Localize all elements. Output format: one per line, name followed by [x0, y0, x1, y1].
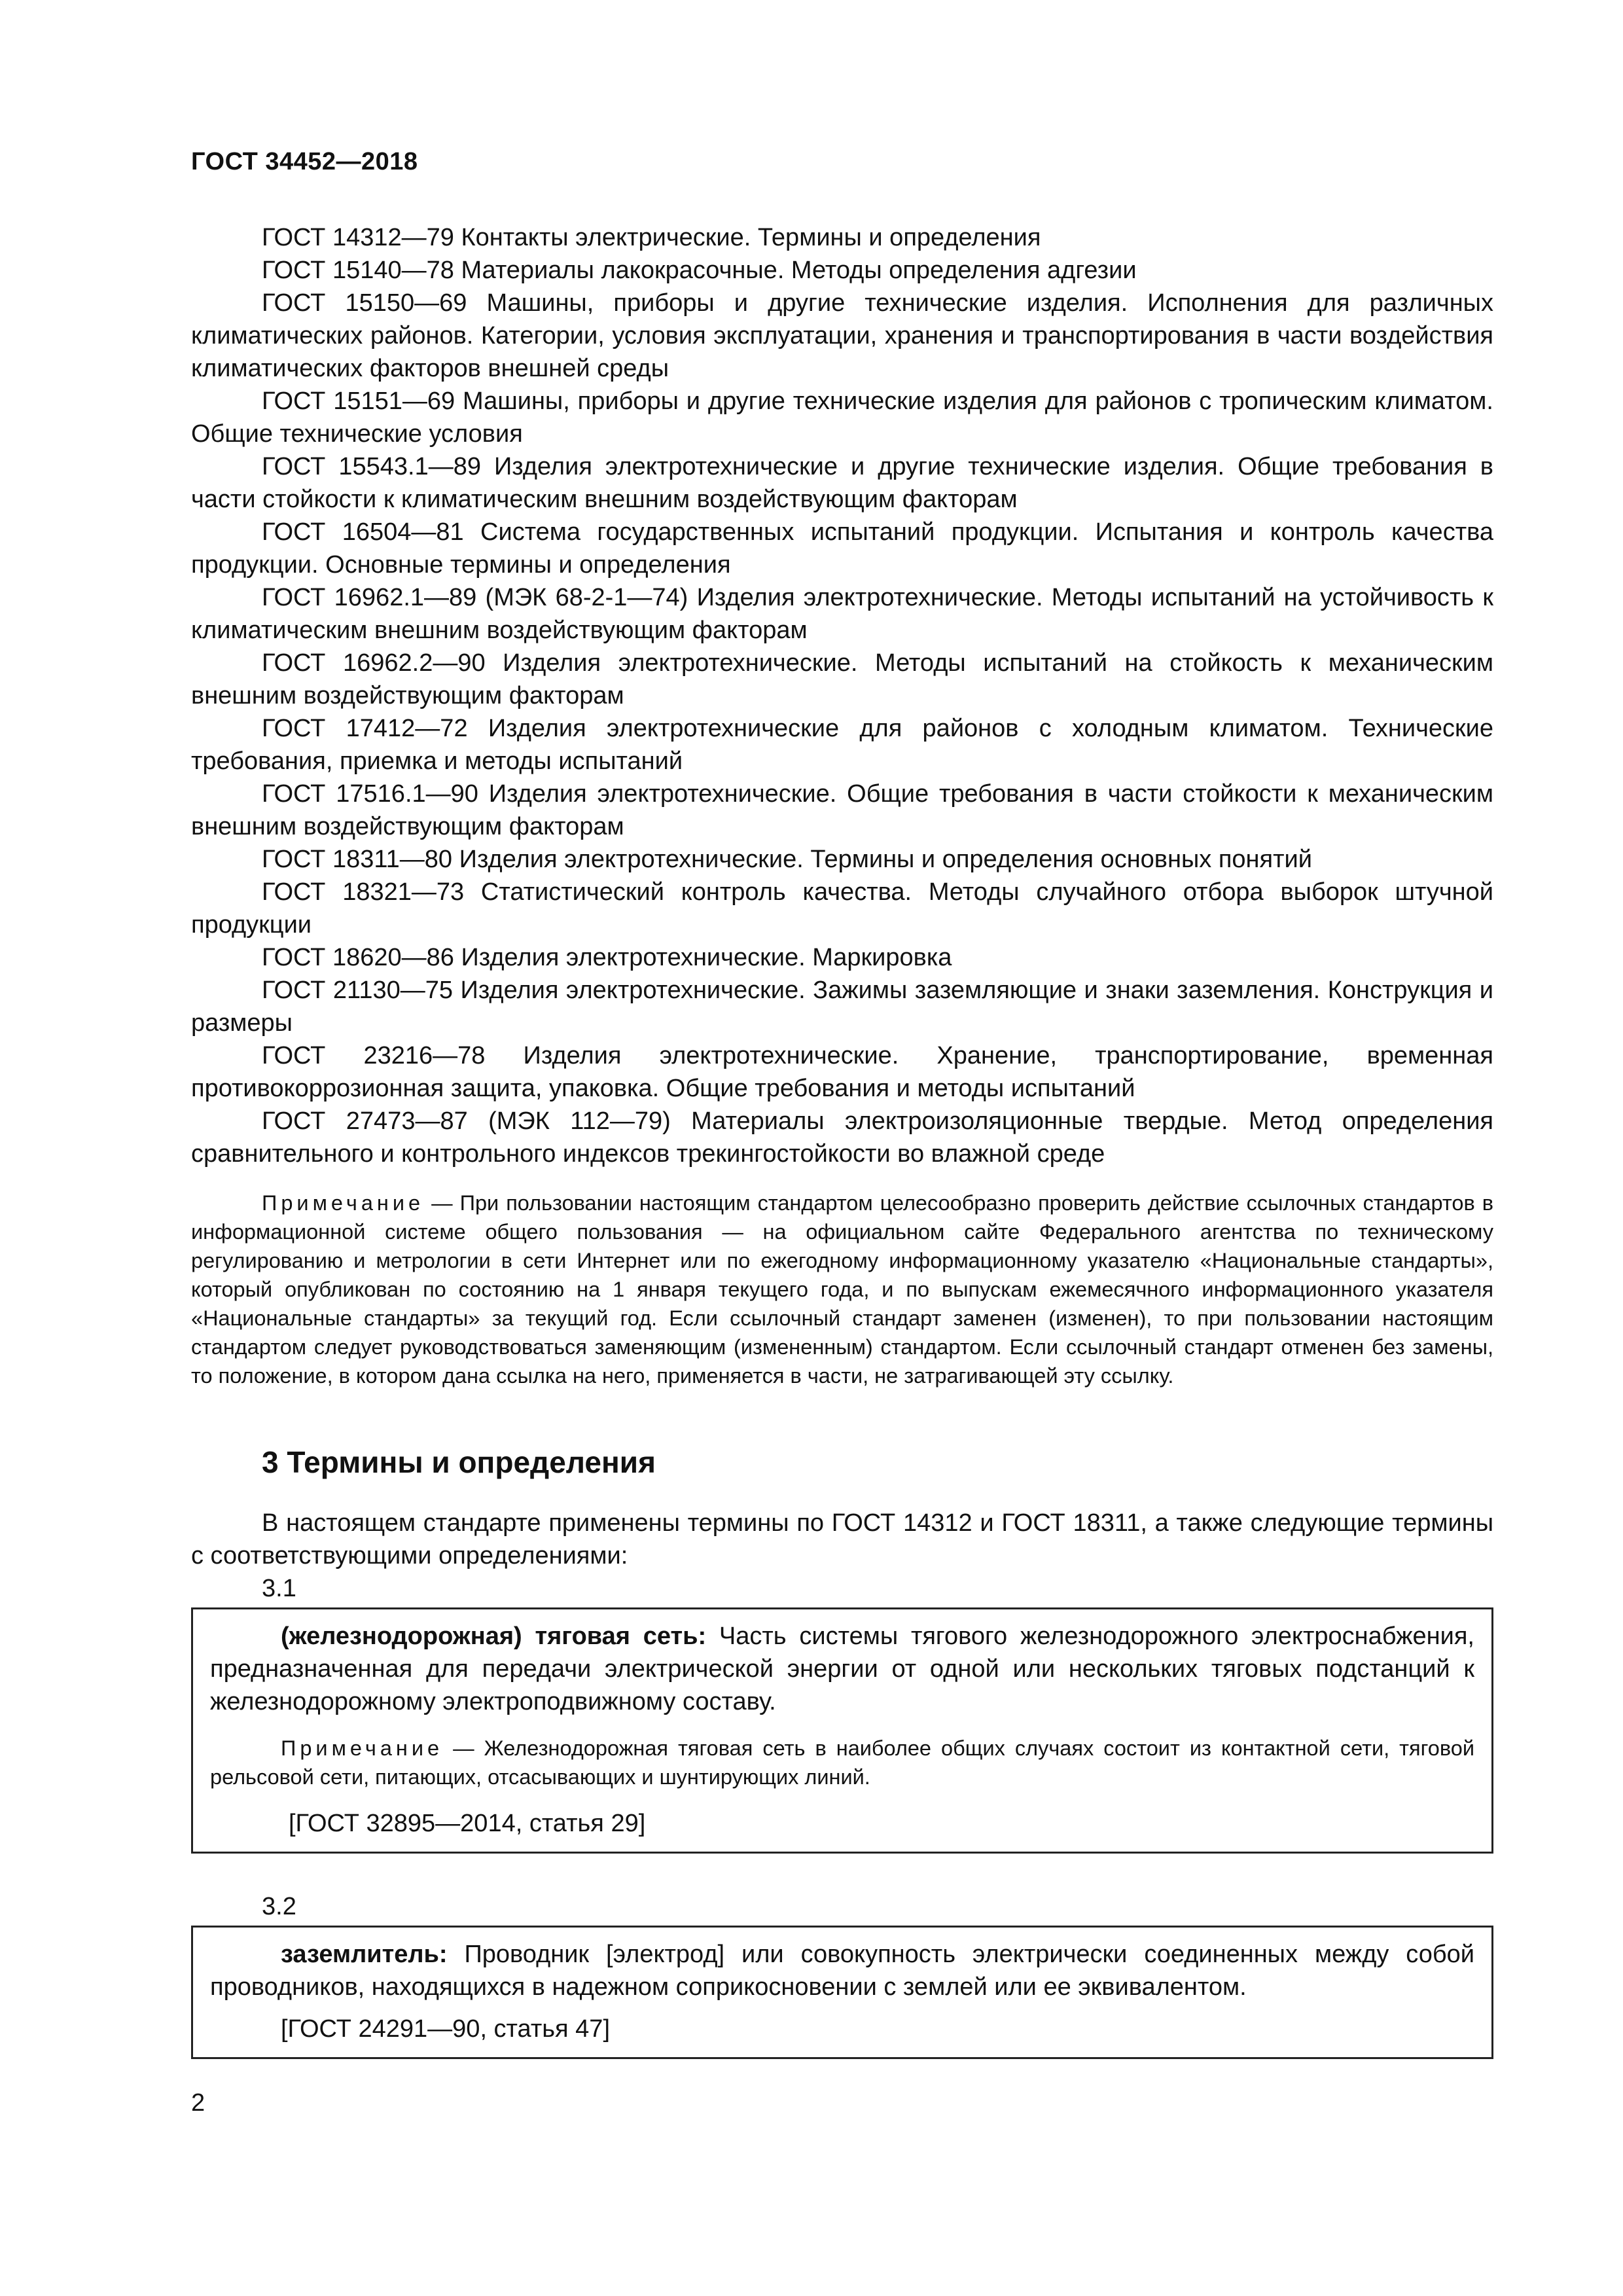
reference-item: ГОСТ 16504—81 Система государственных испытаний продукции. Испытания и контроль качества продукции. Основные термины и определения: [191, 518, 1493, 579]
section-title: 3 Термины и определения: [262, 1445, 656, 1479]
term-number: 3.2: [262, 1893, 296, 1920]
note-label: Примечание: [262, 1191, 425, 1215]
reference-item: ГОСТ 16962.2—90 Изделия электротехнические. Методы испытаний на стойкость к механическим внешним воздействующим факторам: [191, 649, 1493, 709]
reference-item: ГОСТ 17516.1—90 Изделия электротехнические. Общие требования в части стойкости к механическим внешним воздействующим факторам: [191, 780, 1493, 840]
page-content: [191, 221, 1493, 2059]
reference-item: ГОСТ 15150—69 Машины, приборы и другие технические изделия. Исполнения для различных климатических районов. Категории, условия эксплуатации, хранения и транспортирования в части воздействия климатических факторов внешней среды: [191, 289, 1493, 382]
reference-item: ГОСТ 14312—79 Контакты электрические. Термины и определения: [262, 224, 1041, 251]
reference-item: ГОСТ 15151—69 Машины, приборы и другие технические изделия для районов с тропическим климатом. Общие технические условия: [191, 387, 1493, 448]
references-note: [191, 1189, 1493, 1390]
reference-item: ГОСТ 18620—86 Изделия электротехнические. Маркировка: [262, 944, 952, 971]
term-definition-text: Часть системы тягового железнодорожного электроснабжения, предназначенная для передачи электрической энергии от одной или нескольких тяговых подстанций к железнодорожному электроподвижному составу.: [210, 1623, 1474, 1715]
reference-item: ГОСТ 18321—73 Статистический контроль качества. Методы случайного отбора выборок штучной продукции: [191, 878, 1493, 939]
document-code-header: ГОСТ 34452—2018: [191, 148, 418, 175]
term-definition: [210, 1938, 1474, 2003]
page-number: 2: [191, 2089, 205, 2117]
term-name: заземлитель:: [281, 1941, 448, 1968]
reference-item: ГОСТ 27473—87 (МЭК 112—79) Материалы электроизоляционные твердые. Метод определения сравнительного и контрольного индексов трекингостойкости во влажной среде: [191, 1107, 1493, 1168]
term-note: [210, 1734, 1474, 1791]
term-box: [191, 1607, 1493, 1854]
section-intro: В настоящем стандарте применены термины по ГОСТ 14312 и ГОСТ 18311, а также следующие термины с соответствующими определениями:: [191, 1509, 1493, 1570]
normative-references-list: [191, 221, 1493, 1170]
note-text: — Железнодорожная тяговая сеть в наиболее общих случаях состоит из контактной сети, тяговой рельсовой сети, питающих, отсасывающих и шунтирующих линий.: [210, 1736, 1474, 1789]
term-source: [ГОСТ 32895—2014, статья 29]: [289, 1810, 646, 1837]
term-definition: [210, 1620, 1474, 1718]
term-definition-text: Проводник [электрод] или совокупность электрически соединенных между собой проводников, находящихся в надежном соприкосновении с землей или ее эквивалентом.: [210, 1941, 1474, 2001]
term-source: [ГОСТ 24291—90, статья 47]: [281, 2015, 610, 2043]
term-box: [191, 1926, 1493, 2059]
reference-item: ГОСТ 18311—80 Изделия электротехнические. Термины и определения основных понятий: [262, 846, 1312, 873]
term-name: (железнодорожная) тяговая сеть:: [281, 1623, 707, 1650]
reference-item: ГОСТ 17412—72 Изделия электротехнические для районов с холодным климатом. Технические требования, приемка и методы испытаний: [191, 715, 1493, 775]
note-text: — При пользовании настоящим стандартом целесообразно проверить действие ссылочных стандартов в информационной системе общего пользования — на официальном сайте Федерального агентства по техническому регулированию и метрологии в сети Интернет или по ежегодному информационному указателю «Национальные стандарты», который опубликован по состоянию на 1 января текущего года, и по выпускам ежемесячного информационного указателя «Национальные стандарты» за текущий год. Если ссылочный стандарт заменен (изменен), то при пользовании настоящим стандартом следует руководствоваться заменяющим (измененным) стандартом. Если ссылочный стандарт отменен без замены, то положение, в котором дана ссылка на него, применяется в части, не затрагивающей эту ссылку.: [191, 1191, 1493, 1388]
note-label: Примечание: [281, 1736, 444, 1760]
reference-item: ГОСТ 15543.1—89 Изделия электротехнические и другие технические изделия. Общие требования в части стойкости к климатическим внешним воздействующим факторам: [191, 453, 1493, 513]
reference-item: ГОСТ 21130—75 Изделия электротехнические. Зажимы заземляющие и знаки заземления. Конструкция и размеры: [191, 977, 1493, 1037]
term-number: 3.1: [262, 1575, 296, 1602]
reference-item: ГОСТ 16962.1—89 (МЭК 68-2-1—74) Изделия электротехнические. Методы испытаний на устойчивость к климатическим внешним воздействующим факторам: [191, 584, 1493, 644]
reference-item: ГОСТ 23216—78 Изделия электротехнические. Хранение, транспортирование, временная противокоррозионная защита, упаковка. Общие требования и методы испытаний: [191, 1042, 1493, 1102]
reference-item: ГОСТ 15140—78 Материалы лакокрасочные. Методы определения адгезии: [262, 257, 1137, 284]
